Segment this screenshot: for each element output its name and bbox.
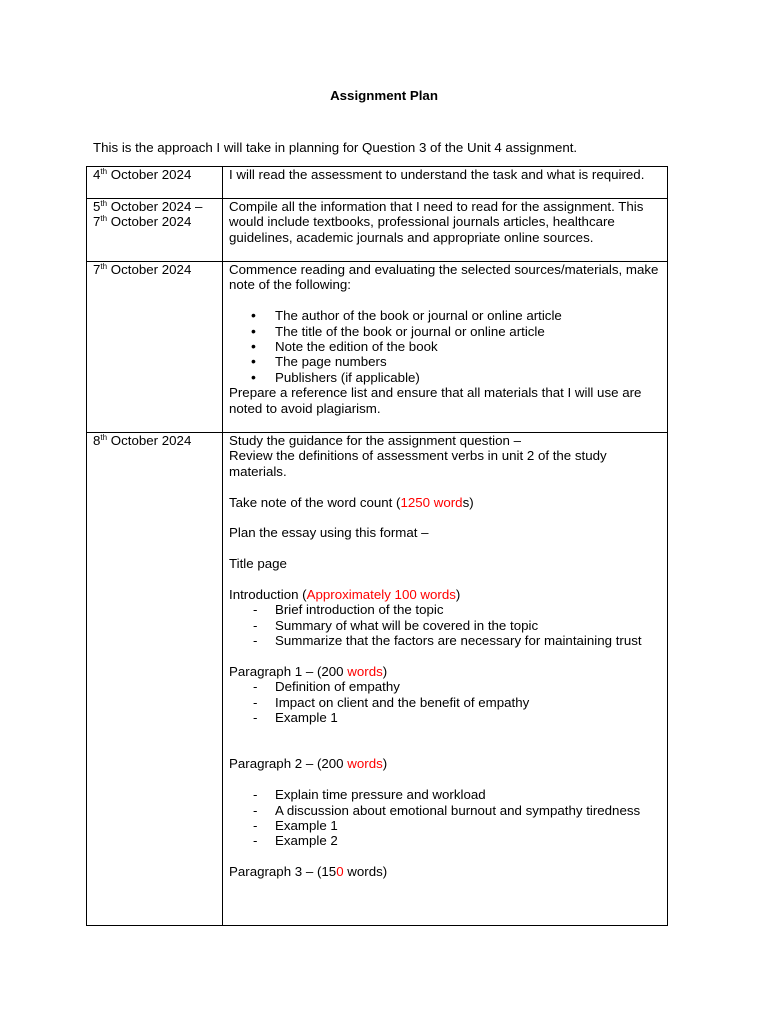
date-day: 8 [93, 433, 101, 448]
intro-text: This is the approach I will take in planning for Question 3 of the Unit 4 assignment. [93, 140, 578, 155]
heading-word-target: Approximately 100 words [306, 587, 456, 602]
word-count-text: s) [462, 494, 474, 510]
list-item: - A discussion about emotional burnout and sympathy tiredness [275, 803, 663, 818]
date-rest: October 2024 [107, 214, 192, 230]
table-row [87, 167, 668, 199]
heading-text: Paragraph 1 – (200 [229, 664, 348, 680]
date-cell [87, 199, 223, 262]
date-day: 7 [93, 262, 101, 277]
guidance-line: Study the guidance for the assignment question – [229, 433, 521, 448]
word-count-text: Take note of the word count ( [229, 494, 401, 510]
list-item: • Publishers (if applicable) [275, 370, 663, 385]
date-cell [87, 262, 223, 433]
date-suffix: th [100, 262, 108, 271]
date-suffix: th [100, 199, 108, 208]
date-cell [87, 433, 223, 926]
date-rest: October 2024 [107, 262, 192, 277]
title-page-line: Title page [229, 556, 287, 572]
list-item: - Brief introduction of the topic [275, 602, 663, 617]
list-item: • Note the edition of the book [275, 339, 663, 354]
paragraph-2-heading [229, 756, 663, 771]
paragraph-1-list [229, 679, 663, 725]
task-cell [223, 262, 668, 433]
date-rest: October 2024 – [107, 199, 203, 214]
source-checklist [229, 308, 663, 385]
date-cell [87, 167, 223, 199]
date-rest: October 2024 [107, 167, 192, 182]
guidance-line: Review the definitions of assessment verbs in unit 2 of the study materials. [229, 448, 607, 479]
date-suffix: th [100, 167, 108, 176]
date-day: 4 [93, 167, 101, 182]
plan-table [86, 166, 668, 926]
list-item: - Impact on client and the benefit of empathy [275, 695, 663, 710]
word-count-line [229, 495, 663, 510]
date-day: 5 [93, 199, 101, 214]
heading-text: Paragraph 2 – (200 [229, 756, 348, 772]
heading-word-target: words [347, 756, 383, 772]
task-cell [223, 199, 668, 262]
table-row [87, 433, 668, 926]
heading-text: ) [455, 587, 461, 602]
task-tail: Prepare a reference list and ensure that all materials that I will use are noted to avoid plagiarism. [229, 385, 642, 416]
task-cell [223, 433, 668, 926]
table-row [87, 199, 668, 262]
document-title: Assignment Plan [330, 88, 438, 103]
heading-word-target: 0 [336, 864, 344, 880]
list-item: - Summary of what will be covered in the topic [275, 618, 663, 633]
heading-text: Paragraph 3 – (15 [229, 864, 337, 880]
list-item: - Example 1 [275, 818, 663, 833]
list-item: - Example 1 [275, 710, 663, 725]
list-item: - Explain time pressure and workload [275, 787, 663, 802]
list-item: • The title of the book or journal or online article [275, 324, 663, 339]
introduction-heading [229, 587, 663, 602]
date-rest: October 2024 [107, 433, 192, 448]
heading-text: ) [382, 756, 388, 772]
task-cell [223, 167, 668, 199]
plan-line: Plan the essay using this format – [229, 525, 429, 541]
date-line [93, 199, 218, 214]
task-text: I will read the assessment to understand the task and what is required. [229, 167, 645, 182]
list-item: - Summarize that the factors are necessary for maintaining trust [275, 633, 663, 648]
word-count-value: 1250 word [400, 494, 463, 510]
date-suffix: th [100, 214, 108, 224]
heading-word-target: words [347, 664, 383, 680]
introduction-list [229, 602, 663, 648]
list-item: - Definition of empathy [275, 679, 663, 694]
paragraph-3-heading [229, 864, 663, 879]
heading-text: Introduction ( [229, 587, 307, 602]
list-item: • The page numbers [275, 354, 663, 369]
table-row [87, 262, 668, 433]
paragraph-2-list [229, 787, 663, 849]
date-day: 7 [93, 214, 101, 230]
task-text: Compile all the information that I need to read for the assignment. This would include textbooks, professional journals articles, healthcare guidelines, academic journals and appropriate online sources. [229, 199, 644, 245]
task-lead: Commence reading and evaluating the selected sources/materials, make note of the following: [229, 262, 659, 293]
date-line [93, 214, 218, 229]
date-suffix: th [100, 433, 108, 442]
heading-text: words) [343, 864, 388, 880]
list-item: • The author of the book or journal or online article [275, 308, 663, 323]
heading-text: ) [382, 664, 388, 680]
paragraph-1-heading [229, 664, 663, 679]
list-item: - Example 2 [275, 833, 663, 848]
